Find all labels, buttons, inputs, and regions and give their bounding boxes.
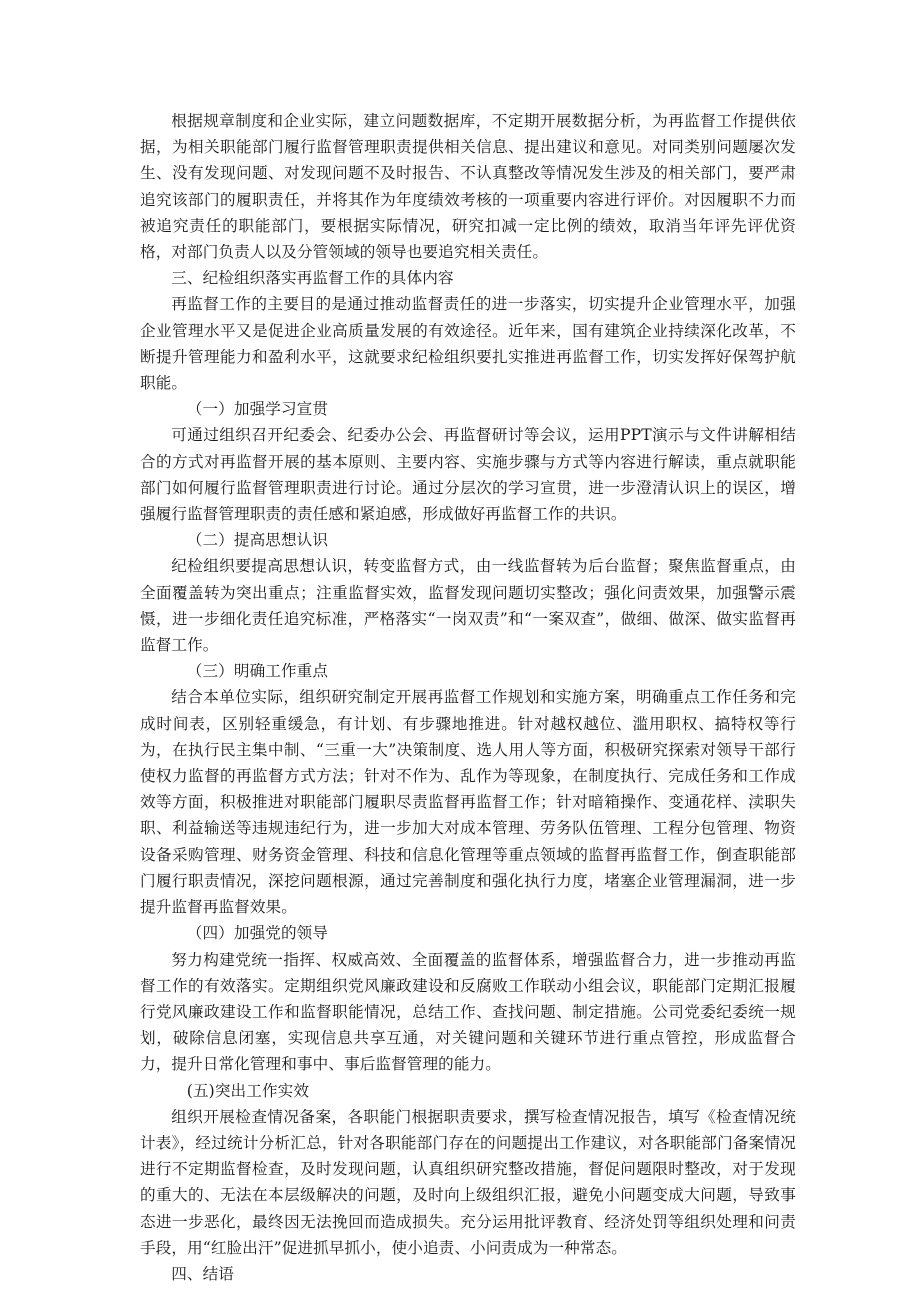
paragraph-awareness: 纪检组织要提高思想认识，转变监督方式，由一线监督转为后台监督；聚焦监督重点，由全面覆盖转为突出重点；注重监督实效，监督发现问题切实整改；强化问责效果，加强警示震慑，进一步细化责任追究标准，严格落实“一岗双责”和“一案双查”，做细、做深、做实监督再监督工作。 xyxy=(140,557,796,655)
document-page xyxy=(140,108,796,1287)
paragraph-focus: 结合本单位实际，组织研究制定开展再监督工作规划和实施方案，明确重点工作任务和完成时间表，区别轻重缓急，有计划、有步骤地推进。针对越权越位、滥用职权、搞特权等行为，在执行民主集中制、“三重一大”决策制度、选人用人等方面，积极研究探索对领导干部行使权力监督的再监督方式方法；针对不作为、乱作为等现象，在制度执行、完成任务和工作成效等方面，积极推进对职能部门履职尽责监督再监督工作；针对暗箱操作、变通花样、渎职失职、利益输送等违规违纪行为，进一步加大对成本管理、劳务队伍管理、工程分包管理、物资设备采购管理、财务资金管理、科技和信息化管理等重点领域的监督再监督工作，倒查职能部门履行职责情况，深挖问题根源，通过完善制度和强化执行力度，堵塞企业管理漏洞，进一步提升监督再监督效果。 xyxy=(140,688,796,917)
paragraph-party-leadership: 努力构建党统一指挥、权威高效、全面覆盖的监督体系，增强监督合力，进一步推动再监督工作的有效落实。定期组织党风廉政建设和反腐败工作联动小组会议，职能部门定期汇报履行党风廉政建设工作和监督职能情况，总结工作、查找问题、制定措施。公司党委纪委统一规划，破除信息闭塞，实现信息共享互通，对关键问题和关键环节进行重点管控，形成监督合力，提升日常化管理和事中、事后监督管理的能力。 xyxy=(140,950,796,1074)
paragraph-study: 可通过组织召开纪委会、纪委办公会、再监督研讨等会议，运用PPT演示与文件讲解相结合的方式对再监督开展的基本原则、主要内容、实施步骤与方式等内容进行解读，重点就职能部门如何履行监督管理职责进行讨论。通过分层次的学习宣贯，进一步澄清认识上的误区，增强履行监督管理职责的责任感和紧迫感，形成做好再监督工作的共识。 xyxy=(140,426,796,524)
subheading-1: （一）加强学习宣贯 xyxy=(186,400,329,419)
subheading-2: （二）提高思想认识 xyxy=(186,531,329,550)
subheading-3: （三）明确工作重点 xyxy=(186,662,329,681)
subheading-4: （四）加强党的领导 xyxy=(186,924,329,943)
paragraph-problem-database: 根据规章制度和企业实际，建立问题数据库，不定期开展数据分析，为再监督工作提供依据，为相关职能部门履行监督管理职责提供相关信息、提出建议和意见。对同类别问题屡次发生、没有发现问题、对发现问题不及时报告、不认真整改等情况发生涉及的相关部门，要严肃追究该部门的履职责任，并将其作为年度绩效考核的一项重要内容进行评价。对因履职不力而被追究责任的职能部门，要根据实际情况，研究扣减一定比例的绩效，取消当年评先评优资格，对部门负责人以及分管领域的领导也要追究相关责任。 xyxy=(140,112,796,262)
section-heading-4: 四、结语 xyxy=(171,1264,234,1283)
subheading-5: (五)突出工作实效 xyxy=(186,1081,310,1100)
paragraph-effectiveness: 组织开展检查情况备案，各职能门根据职责要求，撰写检查情况报告，填写《检查情况统计表》，经过统计分析汇总，针对各职能部门存在的问题提出工作建议，对各职能部门备案情况进行不定期监督检查，及时发现问题，认真组织研究整改措施，督促问题限时整改，对于发现的重大的、无法在本层级解决的问题，及时向上级组织汇报，避免小问题变成大问题，导致事态进一步恶化，最终因无法挽回而造成损失。充分运用批评教育、经济处罚等组织处理和问责手段，用“红脸出汗”促进抓早抓小，使小追责、小问责成为一种常态。 xyxy=(140,1107,796,1257)
paragraph-section-3-intro: 再监督工作的主要目的是通过推动监督责任的进一步落实，切实提升企业管理水平，加强企业管理水平又是促进企业高质量发展的有效途径。近年来，国有建筑企业持续深化改革，不断提升管理能力和盈利水平，这就要求纪检组织要扎实推进再监督工作，切实发挥好保驾护航职能。 xyxy=(140,295,796,393)
section-heading-3: 三、纪检组织落实再监督工作的具体内容 xyxy=(171,269,454,288)
